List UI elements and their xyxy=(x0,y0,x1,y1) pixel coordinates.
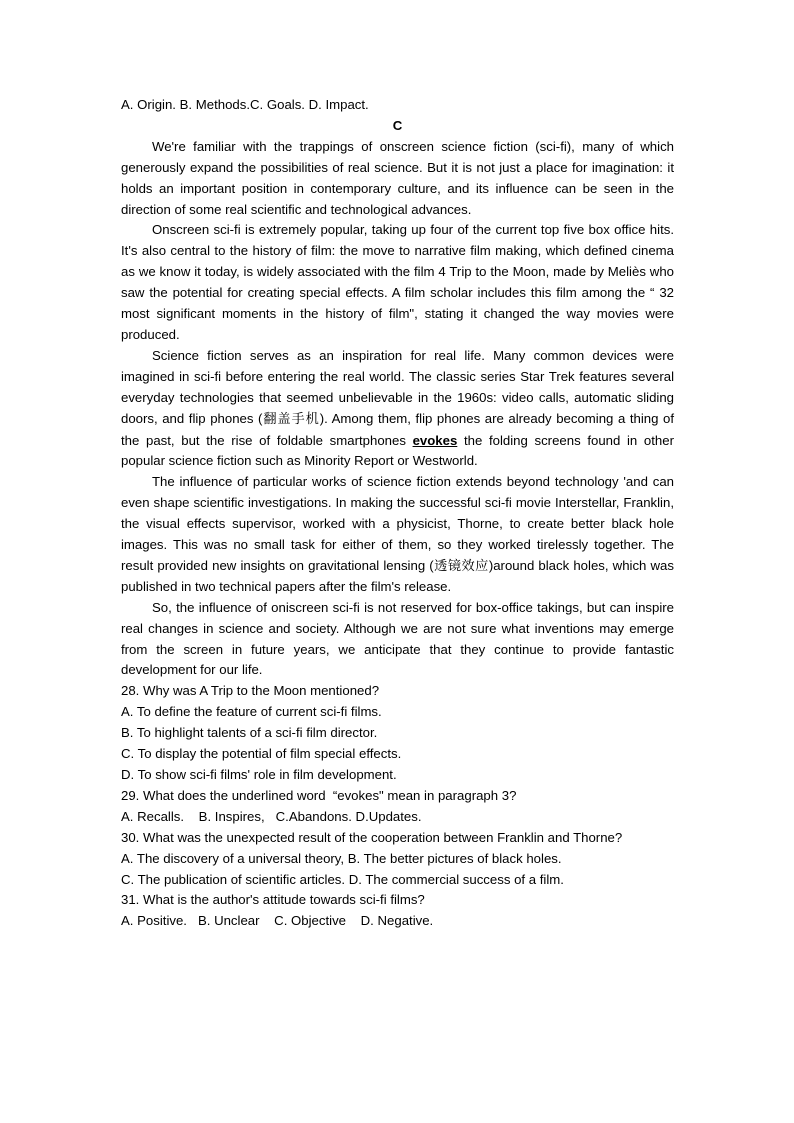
question-30-options-row-2[interactable]: C. The publication of scientific articles. D. The commercial success of a film. xyxy=(121,871,564,887)
question-28-option-b[interactable]: B. To highlight talents of a sci-fi film director. xyxy=(121,725,378,741)
question-29-stem: 29. What does the underlined word “evokes" mean in paragraph 3? xyxy=(121,787,517,803)
passage-paragraph-3-part1: Science fiction serves as an inspiration for real life. Many common devices were imagined in sci-fi before entering the real world. The classic series Star Trek features several everyday technologies that seemed unbelievable in the 1960s: video calls, automatic sliding doors, and flip phones ( xyxy=(121,347,674,426)
passage-paragraph-2: Onscreen sci-fi is extremely popular, taking up four of the current top five box office hits. It's also central to the history of film: the move to narrative film making, which defined cinema as we know it today, is widely associated with the film 4 Trip to the Moon, made by Meliès who saw the potential for creating special effects. A film scholar includes this film among the “ 32 most significant moments in the history of film", stating it changed the way movies were produced. xyxy=(121,222,674,342)
question-31 xyxy=(121,890,674,932)
question-29 xyxy=(121,786,674,828)
question-30-options-row-1[interactable]: A. The discovery of a universal theory, B. The better pictures of black holes. xyxy=(121,850,562,866)
question-28-option-d[interactable]: D. To show sci-fi films' role in film development. xyxy=(121,767,397,782)
section-heading-letter: C xyxy=(392,117,403,133)
underlined-keyword-evokes: evokes xyxy=(412,432,458,448)
question-30 xyxy=(121,828,674,891)
passage-paragraph-3-part3: the folding screens found in other popular science fiction such as Minority Report or Westworld. xyxy=(121,432,674,469)
question-31-stem: 31. What is the author's attitude towards sci-fi films? xyxy=(121,892,425,908)
passage-paragraph-3 xyxy=(121,346,674,472)
previous-question-options-line: A. Origin. B. Methods.C. Goals. D. Impact. xyxy=(121,97,369,112)
passage-paragraph-5: So, the influence of oniscreen sci-fi is not reserved for box-office takings, but can inspire real changes in science and society. Although we are not sure what inventions may emerge from the screen in future years, we anticipate that they continue to provide fantastic development for our life. xyxy=(121,599,674,678)
passage-paragraph-3-part2: ). Among them, flip phones are already becoming a thing of the past, but the rise of foldable smartphones xyxy=(121,410,675,448)
passage-paragraph-1: We're familiar with the trappings of onscreen science fiction (sci-fi), many of which generously expand the possibilities of real science. But it is not just a place for imagination: it holds an important position in contemporary culture, and its influence can be seen in the direction of some real scientific and technological advances. xyxy=(121,138,674,217)
question-28-stem: 28. Why was A Trip to the Moon mentioned? xyxy=(121,683,380,699)
question-31-options-row[interactable]: A. Positive. B. Unclear C. Objective D. Negative. xyxy=(121,913,434,929)
question-29-options-row[interactable]: A. Recalls. B. Inspires, C.Abandons. D.Updates. xyxy=(121,808,422,824)
passage-paragraph-4: The influence of particular works of science fiction extends beyond technology 'and can even shape scientific investigations. In making the successful sci-fi movie Interstellar, Franklin, the visual effects supervisor, worked with a physicist, Thorne, to create better black hole images. This was no small task for either of them, so they worked tirelessly together. The result provided new insights on gravitational lensing (透镜效应)around black holes, which was published in two technical papers after the film's release. xyxy=(121,474,674,594)
passage-paragraph-3-cjk-gloss: 翻盖手机 xyxy=(262,411,320,427)
question-28 xyxy=(121,681,674,786)
question-28-option-a[interactable]: A. To define the feature of current sci-fi films. xyxy=(121,704,382,720)
question-28-option-c[interactable]: C. To display the potential of film special effects. xyxy=(121,746,402,762)
document-page xyxy=(121,95,674,932)
question-30-stem: 30. What was the unexpected result of the cooperation between Franklin and Thorne? xyxy=(121,829,623,845)
